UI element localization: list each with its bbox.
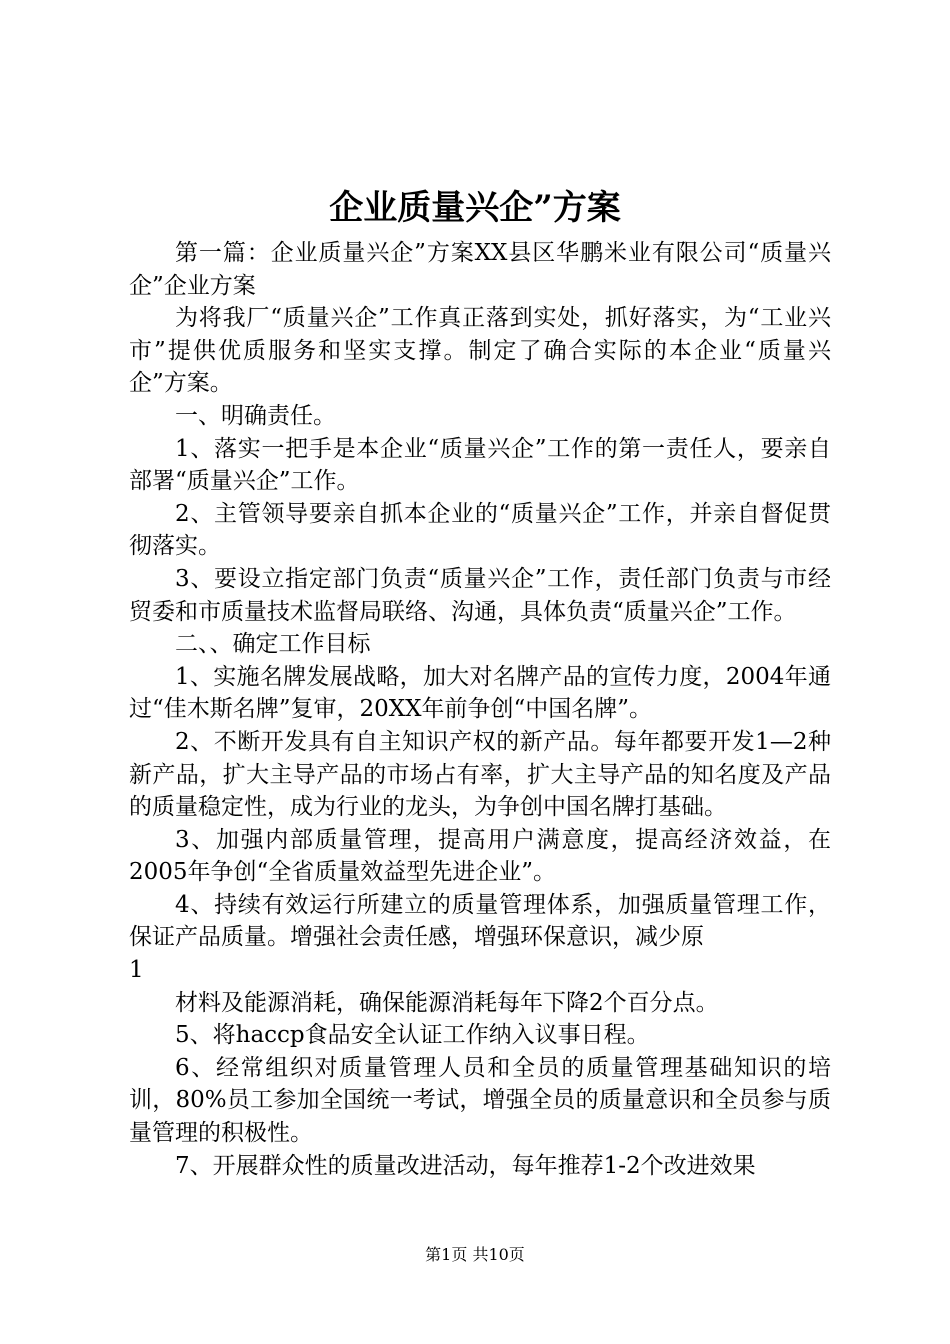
paragraph: 1、落实一把手是本企业“质量兴企”工作的第一责任人，要亲自部署“质量兴企”工作。 xyxy=(129,435,831,495)
section-heading: 二、、确定工作目标 xyxy=(175,631,371,658)
page-break-marker: 1 xyxy=(129,957,144,984)
paragraph: 2、主管领导要亲自抓本企业的“质量兴企”工作，并亲自督促贯彻落实。 xyxy=(129,500,831,560)
paragraph: 1、实施名牌发展战略，加大对名牌产品的宣传力度，2004年通过“佳木斯名牌”复审，20XX年前争创“中国名牌”。 xyxy=(129,663,831,723)
paragraph: 6、经常组织对质量管理人员和全员的质量管理基础知识的培训，80%员工参加全国统一考试，增强全员的质量意识和全员参与质量管理的积极性。 xyxy=(129,1054,831,1147)
document-title: 企业质量兴企”方案 xyxy=(329,188,621,228)
page-footer: 第1页 共10页 xyxy=(425,1245,525,1264)
section-heading: 一、明确责任。 xyxy=(175,402,336,429)
paragraph: 4、持续有效运行所建立的质量管理体系，加强质量管理工作，保证产品质量。增强社会责任感，增强环保意识，减少原 xyxy=(129,891,831,951)
paragraph: 第一篇：企业质量兴企”方案XX县区华鹏米业有限公司“质量兴企”企业方案 xyxy=(129,240,831,299)
paragraph: 3、要设立指定部门负责“质量兴企”工作，责任部门负责与市经贸委和市质量技术监督局联络、沟通，具体负责“质量兴企”工作。 xyxy=(129,565,831,625)
paragraph: 材料及能源消耗，确保能源消耗每年下降2个百分点。 xyxy=(175,989,719,1016)
document-body xyxy=(129,237,831,1182)
paragraph: 7、开展群众性的质量改进活动，每年推荐1-2个改进效果 xyxy=(175,1152,756,1179)
paragraph: 5、将haccp食品安全认证工作纳入议事日程。 xyxy=(175,1022,650,1049)
paragraph: 3、加强内部质量管理，提高用户满意度，提高经济效益，在2005年争创“全省质量效益型先进企业”。 xyxy=(129,826,831,886)
paragraph: 为将我厂“质量兴企”工作真正落到实处，抓好落实，为“工业兴市”提供优质服务和坚实支撑。制定了确合实际的本企业“质量兴企”方案。 xyxy=(129,305,831,397)
paragraph: 2、不断开发具有自主知识产权的新产品。每年都要开发1—2种新产品，扩大主导产品的市场占有率，扩大主导产品的知名度及产品的质量稳定性，成为行业的龙头，为争创中国名牌打基础。 xyxy=(129,728,831,821)
